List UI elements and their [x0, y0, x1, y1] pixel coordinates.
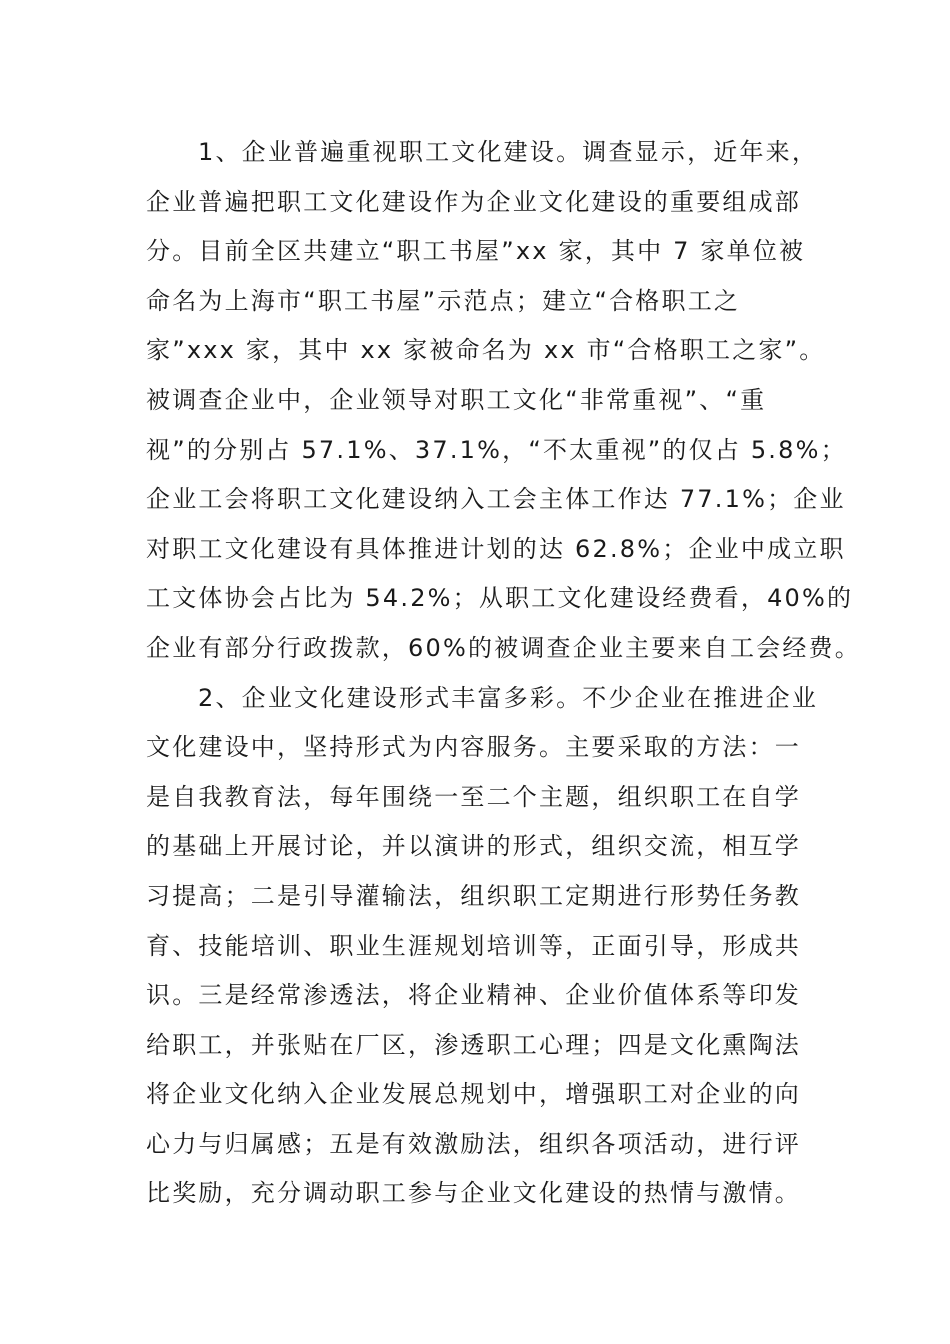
paragraph-2-line-2: 文化建设中，坚持形式为内容服务。主要采取的方法：一: [146, 733, 801, 762]
paragraph-2-line-11: 比奖励，充分调动职工参与企业文化建设的热情与激情。: [146, 1179, 801, 1208]
paragraph-2-line-3: 是自我教育法，每年围绕一至二个主题，组织职工在自学: [146, 782, 801, 811]
paragraph-1-line-9: 对职工文化建设有具体推进计划的达 62.8%；企业中成立职: [146, 534, 846, 563]
paragraph-1-line-7: 视”的分别占 57.1%、37.1%，“不太重视”的仅占 5.8%；: [146, 435, 847, 464]
paragraph-1-line-11: 企业有部分行政拨款，60%的被调查企业主要来自工会经费。: [146, 633, 861, 662]
paragraph-1-line-2: 企业普遍把职工文化建设作为企业文化建设的重要组成部: [146, 187, 801, 216]
paragraph-2-line-8: 给职工，并张贴在厂区，渗透职工心理；四是文化熏陶法: [146, 1030, 801, 1059]
paragraph-1-line-6: 被调查企业中，企业领导对职工文化“非常重视”、“重: [146, 385, 767, 414]
paragraph-1-line-4: 命名为上海市“职工书屋”示范点；建立“合格职工之: [146, 286, 741, 315]
paragraph-1-line-8: 企业工会将职工文化建设纳入工会主体工作达 77.1%；企业: [146, 485, 846, 514]
paragraph-2-line-10: 心力与归属感；五是有效激励法，组织各项活动，进行评: [146, 1129, 801, 1158]
paragraph-1-line-1: 1、企业普遍重视职工文化建设。调查显示，近年来，: [198, 138, 819, 166]
paragraph-2-line-6: 育、技能培训、职业生涯规划培训等，正面引导，形成共: [146, 931, 801, 960]
paragraph-2-line-1: 2、企业文化建设形式丰富多彩。不少企业在推进企业: [198, 683, 819, 712]
paragraph-2-line-7: 识。三是经常渗透法，将企业精神、企业价值体系等印发: [146, 981, 801, 1010]
paragraph-2-line-5: 习提高；二是引导灌输法，组织职工定期进行形势任务教: [146, 881, 801, 910]
paragraph-2-line-9: 将企业文化纳入企业发展总规划中，增强职工对企业的向: [146, 1080, 801, 1109]
document-body: [146, 128, 861, 1219]
paragraph-1-line-3: 分。目前全区共建立“职工书屋”xx 家，其中 7 家单位被: [146, 237, 806, 266]
paragraph-1: [146, 128, 861, 674]
paragraph-1-line-10: 工文体协会占比为 54.2%；从职工文化建设经费看，40%的: [146, 584, 854, 613]
paragraph-1-line-5: 家”xxx 家，其中 xx 家被命名为 xx 市“合格职工之家”。: [146, 336, 826, 365]
paragraph-2-line-4: 的基础上开展讨论，并以演讲的形式，组织交流，相互学: [146, 832, 801, 861]
paragraph-2: [146, 674, 819, 1220]
